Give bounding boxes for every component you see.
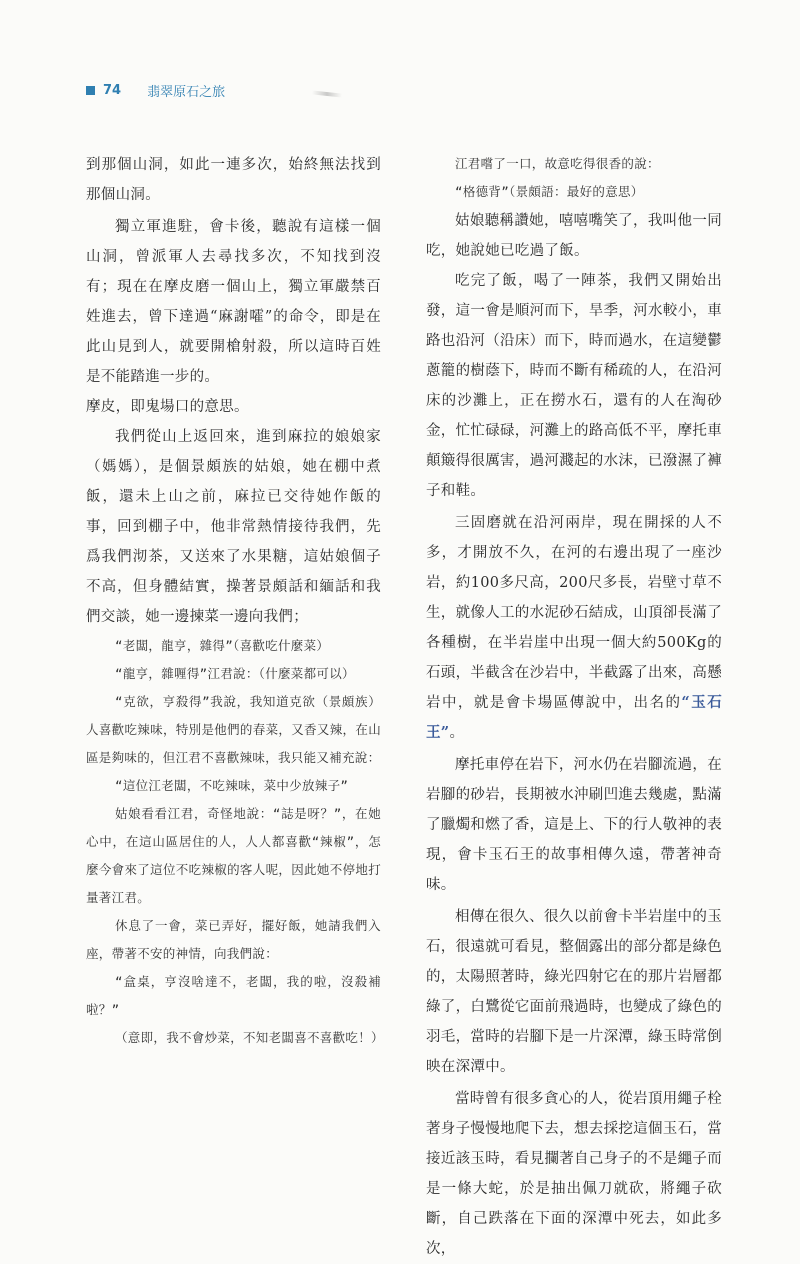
dialogue-line: 江君嚐了一口，故意吃得很香的說： bbox=[455, 156, 660, 171]
right-column bbox=[426, 150, 722, 1264]
dialogue-line: “盒桌，亨沒啥達不，老闆，我的啦，沒殺補啦？” bbox=[86, 974, 381, 1017]
scan-smudge bbox=[312, 90, 342, 97]
page-header bbox=[86, 80, 225, 100]
dialogue-line: 休息了一會，菜已弄好，擺好飯，她請我們入座，帶著不安的神情，向我們說： bbox=[86, 918, 381, 961]
dialogue-line: “龍亨，雜喱得”江君說：（什麼菜都可以） bbox=[115, 666, 355, 681]
paragraph: 吃完了飯，喝了一陣茶，我們又開始出發，這一會是順河而下，旱季，河水較小，車路也沿河（沿床）而下，時而過水，在這變鬱蔥籠的樹蔭下，時而不斷有稀疏的人，在沿河床的沙灘上，正在撈水石，還有的人在淘砂金，忙忙碌碌，河灘上的路高低不平，摩托車顛簸得很厲害，過河濺起的水沫，已潑濕了褲子和鞋。 bbox=[426, 273, 722, 499]
paragraph: 到那個山洞，如此一連多次，始終無法找到那個山洞。 bbox=[86, 157, 381, 203]
dialogue-line: “這位江老闆，不吃辣味，菜中少放辣子” bbox=[115, 778, 349, 793]
paragraph: 相傳在很久、很久以前會卡半岩崖中的玉石，很遠就可看見，整個露出的部分都是綠色的，太陽照著時，綠光四射它在的那片岩層都綠了，白鷺從它面前飛過時，也變成了綠色的羽毛，當時的岩腳下是一片深潭，綠玉時常倒映在深潭中。 bbox=[426, 909, 722, 1075]
dialogue-line: “克欲，亨殺得”我說，我知道克欲（景頗族）人喜歡吃辣味，特別是他們的春菜，又香又辣，在山區是夠味的，但江君不喜歡辣味，我只能又補充說： bbox=[86, 694, 381, 765]
paragraph bbox=[426, 508, 722, 748]
paragraph: 當時曾有很多貪心的人，從岩頂用繩子栓著身子慢慢地爬下去，想去採挖這個玉石，當接近該玉時，看見攔著自己身子的不是繩子而是一條大蛇，於是抽出佩刀就砍，將繩子砍斷，自己跌落在下面的深潭中死去，如此多次， bbox=[426, 1091, 722, 1257]
running-title: 翡翠原石之旅 bbox=[147, 84, 226, 100]
dialogue-line: “格德背”（景頗語：最好的意思） bbox=[455, 184, 644, 199]
dialogue-line: （意即，我不會炒菜，不知老闆喜不喜歡吃！） bbox=[115, 1030, 384, 1045]
paragraph: 摩皮，即鬼場口的意思。 bbox=[86, 399, 249, 415]
dialogue-line: “老闆，龍亨，雜得”（喜歡吃什麼菜） bbox=[115, 638, 330, 653]
paragraph: 我們從山上返回來，進到麻拉的娘娘家（媽媽），是個景頗族的姑娘，她在棚中煮飯，還未上山之前，麻拉已交待她作飯的事，回到棚子中，他非常熱情接待我們，先爲我們沏茶，又送來了水果糖，這姑娘個子不高，但身體結實，操著景頗話和緬話和我們交談，她一邊揀菜一邊向我們； bbox=[86, 429, 381, 625]
paragraph: 摩托車停在岩下，河水仍在岩腳流過，在岩腳的砂岩，長期被水沖刷凹進去幾處，點滿了臘燭和燃了香，這是上、下的行人敬神的表現，會卡玉石王的故事相傳久遠，帶著神奇味。 bbox=[426, 757, 722, 893]
left-column bbox=[86, 150, 384, 1052]
dialogue-line: 姑娘看看江君，奇怪地說：“誌是呀？”，在她心中，在這山區居住的人，人人都喜歡“辣椒”，怎麼今會來了這位不吃辣椒的客人呢，因此她不停地打量著江君。 bbox=[86, 806, 381, 905]
paragraph-text: 三固磨就在沿河兩岸，現在開採的人不多，才開放不久，在河的右邊出現了一座沙岩，約100多尺高，200尺多長，岩壁寸草不生，就像人工的水泥砂石結成，山頂卻長滿了各種樹，在半岩崖中出現一個大約500Kg的石頭，半截含在沙岩中，半截露了出來，高懸岩中，就是會卡場區傳說中，出名的 bbox=[426, 515, 722, 711]
jade-king-highlight: “玉石王” bbox=[426, 694, 722, 741]
paragraph-end: 。 bbox=[449, 725, 465, 741]
paragraph: 姑娘聽稱讚她，嘻嘻嘴笑了，我叫他一同吃，她說她已吃過了飯。 bbox=[426, 213, 722, 259]
paragraph: 獨立軍進駐，會卡後，聽說有這樣一個山洞，曾派軍人去尋找多次，不知找到沒有；現在在摩皮磨一個山上，獨立軍嚴禁百姓進去，曾下達過“麻謝嚯”的命令，即是在此山見到人，就要開槍射殺，所以這時百姓是不能踏進一步的。 bbox=[86, 219, 381, 385]
page-marker-square bbox=[86, 86, 95, 95]
page-number: 74 bbox=[103, 82, 122, 98]
